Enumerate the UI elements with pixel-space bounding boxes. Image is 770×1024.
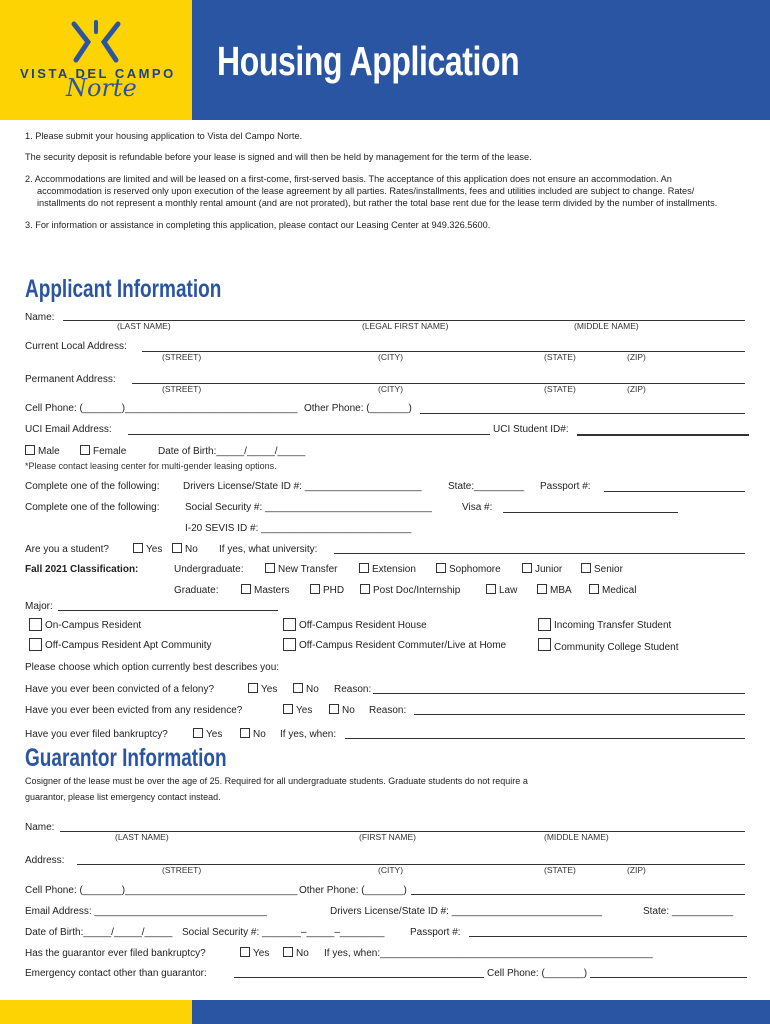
checkbox[interactable] xyxy=(581,563,591,573)
option-label: MBA xyxy=(550,585,572,596)
checkbox[interactable] xyxy=(360,584,370,594)
major-field[interactable] xyxy=(58,610,278,611)
checkbox[interactable] xyxy=(133,543,143,553)
middle-name-caption: (MIDDLE NAME) xyxy=(574,321,639,331)
bankruptcy-when-label: If yes, when: xyxy=(280,729,337,740)
footer-bar-yellow xyxy=(0,1000,192,1024)
yes-label: Yes xyxy=(253,948,270,959)
checkbox[interactable] xyxy=(359,563,369,573)
passport-field[interactable] xyxy=(604,491,745,492)
yes-label: Yes xyxy=(206,729,223,740)
evicted-yes[interactable] xyxy=(283,704,312,717)
masters-option[interactable] xyxy=(241,584,290,597)
no-label: No xyxy=(296,948,309,959)
bankruptcy-yes[interactable] xyxy=(193,728,222,741)
emergency-cell-label: Cell Phone: (_______) xyxy=(487,968,588,979)
best-describes-label: Please choose which option currently best describes you: xyxy=(25,662,280,673)
evicted-reason-field[interactable] xyxy=(414,714,745,715)
state-field[interactable]: State:_________ xyxy=(448,481,525,492)
new-transfer-option[interactable] xyxy=(265,563,337,576)
instruction-2c: installments do not represent a monthly rental amount (and are not prorated), but rather the total base rent due for the lease term divided by the number of installments. xyxy=(37,198,718,208)
off-campus-apt-checkbox[interactable] xyxy=(29,638,42,651)
permanent-address-field[interactable] xyxy=(132,383,745,384)
junior-option[interactable] xyxy=(522,563,562,576)
checkbox[interactable] xyxy=(436,563,446,573)
option-label: PHD xyxy=(323,585,345,596)
instruction-3: 3. For information or assistance in completing this application, please contact our Leasing Center at 949.326.5600. xyxy=(25,220,491,230)
visa-field[interactable] xyxy=(503,512,678,513)
graduate-label: Graduate: xyxy=(174,585,219,596)
guarantor-bankruptcy-no[interactable] xyxy=(283,947,309,960)
evicted-no[interactable] xyxy=(329,704,355,717)
guarantor-drivers-license-field[interactable]: Drivers License/State ID #: ___________________________ xyxy=(330,906,602,917)
complete-one-label-2: Complete one of the following: xyxy=(25,502,160,513)
gender-male[interactable] xyxy=(25,445,60,458)
checkbox[interactable] xyxy=(329,704,339,714)
option-label: Medical xyxy=(602,585,637,596)
logo-text: VISTA DEL CAMPO xyxy=(20,66,176,81)
gender-female[interactable] xyxy=(80,445,126,458)
checkbox[interactable] xyxy=(522,563,532,573)
no-label: No xyxy=(185,544,198,555)
applicant-heading: Applicant Information xyxy=(25,275,222,303)
uci-email-label: UCI Email Address: xyxy=(25,424,112,435)
off-campus-commuter-checkbox[interactable] xyxy=(283,638,296,651)
on-campus-label: On-Campus Resident xyxy=(45,620,142,631)
passport-label: Passport #: xyxy=(540,481,591,492)
state-caption: (STATE) xyxy=(544,865,576,875)
checkbox[interactable] xyxy=(293,683,303,693)
undergraduate-label: Undergraduate: xyxy=(174,564,244,575)
city-caption: (CITY) xyxy=(378,384,404,394)
guarantor-dob-field[interactable]: Date of Birth:_____/_____/_____ xyxy=(25,927,173,938)
are-you-student-label: Are you a student? xyxy=(25,544,109,555)
complete-one-label-1: Complete one of the following: xyxy=(25,481,160,492)
checkbox[interactable] xyxy=(537,584,547,594)
checkbox[interactable] xyxy=(486,584,496,594)
option-label: Post Doc/Internship xyxy=(373,585,461,596)
yes-label: Yes xyxy=(261,684,278,695)
footer-bar-blue xyxy=(192,1000,770,1024)
option-label: Senior xyxy=(594,564,623,575)
first-name-caption: (LEGAL FIRST NAME) xyxy=(362,321,449,331)
evicted-question: Have you ever been evicted from any residence? xyxy=(25,705,243,716)
zip-caption: (ZIP) xyxy=(627,865,646,875)
off-campus-house-label: Off-Campus Resident House xyxy=(299,620,427,631)
guarantor-other-phone-label: Other Phone: (_______) xyxy=(299,885,407,896)
guarantor-bankruptcy-when-field[interactable]: If yes, when:_________________________________________________ xyxy=(324,948,653,959)
community-college-checkbox[interactable] xyxy=(538,638,551,651)
option-label: Extension xyxy=(372,564,416,575)
extension-option[interactable] xyxy=(359,563,416,576)
middle-name-caption: (MIDDLE NAME) xyxy=(544,832,609,842)
mba-option[interactable] xyxy=(537,584,572,597)
off-campus-house-checkbox[interactable] xyxy=(283,618,296,631)
guarantor-other-phone-field[interactable] xyxy=(411,894,745,895)
instruction-1: 1. Please submit your housing application to Vista del Campo Norte. xyxy=(25,131,303,141)
student-yes[interactable] xyxy=(133,543,162,556)
instruction-2b: accommodation is reserved only upon execution of the lease agreement by all parties. Rates/installments, fees and utilities included are subject to change. Rates/ xyxy=(37,186,695,196)
emergency-contact-field[interactable] xyxy=(234,977,484,978)
fall-classification-label: Fall 2021 Classification: xyxy=(25,564,139,575)
instruction-2a: 2. Accommodations are limited and will be leased on a first-come, first-served basis. The acceptance of this application does not ensure an accommodation. An xyxy=(25,174,672,184)
student-no[interactable] xyxy=(172,543,198,556)
off-campus-apt-label: Off-Campus Resident Apt Community xyxy=(45,640,212,651)
major-label: Major: xyxy=(25,601,53,612)
checkbox[interactable] xyxy=(193,728,203,738)
uci-student-id-label: UCI Student ID#: xyxy=(493,424,569,435)
page-title: Housing Application xyxy=(217,38,520,84)
post-doc-option[interactable] xyxy=(360,584,460,597)
zip-caption: (ZIP) xyxy=(627,352,646,362)
guarantor-email-field[interactable]: Email Address: _______________________________ xyxy=(25,906,267,917)
medical-option[interactable] xyxy=(589,584,636,597)
law-option[interactable] xyxy=(486,584,517,597)
sophomore-option[interactable] xyxy=(436,563,501,576)
option-label: New Transfer xyxy=(278,564,338,575)
other-phone-field[interactable] xyxy=(420,413,745,414)
community-college-label: Community College Student xyxy=(554,642,679,653)
guarantor-state-field[interactable]: State: ___________ xyxy=(643,906,734,917)
checkbox[interactable] xyxy=(240,728,250,738)
instruction-1b: The security deposit is refundable before your lease is signed and will then be held by management for the term of the lease. xyxy=(25,152,532,162)
checkbox[interactable] xyxy=(265,563,275,573)
university-label: If yes, what university: xyxy=(219,544,318,555)
university-field[interactable] xyxy=(334,553,745,554)
logo-mark-icon xyxy=(66,20,126,66)
checkbox[interactable] xyxy=(283,704,293,714)
no-label: No xyxy=(306,684,319,695)
guarantor-ssn-field[interactable]: Social Security #: _______–_____–________ xyxy=(182,927,385,938)
checkbox[interactable] xyxy=(589,584,599,594)
checkbox[interactable] xyxy=(283,947,293,957)
current-address-field[interactable] xyxy=(142,351,745,352)
phd-option[interactable] xyxy=(310,584,344,597)
no-label: No xyxy=(253,729,266,740)
option-label: Law xyxy=(499,585,518,596)
zip-caption: (ZIP) xyxy=(627,384,646,394)
incoming-transfer-label: Incoming Transfer Student xyxy=(554,620,672,631)
bankruptcy-question: Have you ever filed bankruptcy? xyxy=(25,729,168,740)
last-name-caption: (LAST NAME) xyxy=(115,832,169,842)
street-caption: (STREET) xyxy=(162,384,202,394)
felony-reason-label: Reason: xyxy=(334,684,372,695)
guarantor-address-label: Address: xyxy=(25,855,65,866)
checkbox[interactable] xyxy=(310,584,320,594)
city-caption: (CITY) xyxy=(378,352,404,362)
other-phone-label: Other Phone: (_______) xyxy=(304,403,412,414)
felony-question: Have you ever been convicted of a felony? xyxy=(25,684,215,695)
incoming-transfer-checkbox[interactable] xyxy=(538,618,551,631)
felony-no[interactable] xyxy=(293,683,319,696)
cell-phone-field[interactable]: Cell Phone: (_______)_______________________________ xyxy=(25,403,298,414)
female-label: Female xyxy=(93,446,127,457)
permanent-address-label: Permanent Address: xyxy=(25,374,116,385)
emergency-contact-label: Emergency contact other than guarantor: xyxy=(25,968,207,979)
male-label: Male xyxy=(38,446,60,457)
guarantor-passport-label: Passport #: xyxy=(410,927,461,938)
uci-student-id-field[interactable] xyxy=(577,434,749,436)
guarantor-heading: Guarantor Information xyxy=(25,744,227,772)
emergency-cell-field[interactable] xyxy=(590,977,747,978)
checkbox[interactable] xyxy=(240,947,250,957)
i20-field[interactable]: I-20 SEVIS ID #: ___________________________ xyxy=(185,523,412,534)
visa-label: Visa #: xyxy=(462,502,493,513)
name-label: Name: xyxy=(25,312,55,323)
guarantor-name-label: Name: xyxy=(25,822,55,833)
ssn-field[interactable]: Social Security #: ______________________________ xyxy=(185,502,432,513)
bankruptcy-no[interactable] xyxy=(240,728,266,741)
female-checkbox[interactable] xyxy=(80,445,90,455)
option-label: Junior xyxy=(535,564,563,575)
first-name-caption: (FIRST NAME) xyxy=(359,832,416,842)
multi-gender-note: *Please contact leasing center for multi-gender leasing options. xyxy=(25,461,277,471)
last-name-caption: (LAST NAME) xyxy=(117,321,171,331)
checkbox[interactable] xyxy=(248,683,258,693)
felony-yes[interactable] xyxy=(248,683,277,696)
uci-email-field[interactable] xyxy=(128,434,490,435)
state-caption: (STATE) xyxy=(544,352,576,362)
street-caption: (STREET) xyxy=(162,865,202,875)
guarantor-bankruptcy-question: Has the guarantor ever filed bankruptcy? xyxy=(25,948,206,959)
guarantor-note-1: Cosigner of the lease must be over the age of 25. Required for all undergraduate students. Graduate students do not require a xyxy=(25,776,528,786)
dob-field[interactable]: Date of Birth:_____/_____/_____ xyxy=(158,446,306,457)
yes-label: Yes xyxy=(296,705,313,716)
state-caption: (STATE) xyxy=(544,384,576,394)
checkbox[interactable] xyxy=(172,543,182,553)
logo-script: Norte xyxy=(66,74,137,102)
felony-reason-field[interactable] xyxy=(373,693,745,694)
guarantor-bankruptcy-yes[interactable] xyxy=(240,947,269,960)
drivers-license-field[interactable]: Drivers License/State ID #: _____________________ xyxy=(183,481,422,492)
city-caption: (CITY) xyxy=(378,865,404,875)
option-label: Masters xyxy=(254,585,290,596)
option-label: Sophomore xyxy=(449,564,501,575)
guarantor-passport-field[interactable] xyxy=(469,936,747,937)
senior-option[interactable] xyxy=(581,563,623,576)
current-address-label: Current Local Address: xyxy=(25,341,127,352)
guarantor-cell-phone-field[interactable]: Cell Phone: (_______)_______________________________ xyxy=(25,885,298,896)
off-campus-commuter-label: Off-Campus Resident Commuter/Live at Home xyxy=(299,640,507,651)
guarantor-note-2: guarantor, please list emergency contact instead. xyxy=(25,792,221,802)
on-campus-checkbox[interactable] xyxy=(29,618,42,631)
street-caption: (STREET) xyxy=(162,352,202,362)
male-checkbox[interactable] xyxy=(25,445,35,455)
no-label: No xyxy=(342,705,355,716)
checkbox[interactable] xyxy=(241,584,251,594)
evicted-reason-label: Reason: xyxy=(369,705,407,716)
yes-label: Yes xyxy=(146,544,163,555)
bankruptcy-when-field[interactable] xyxy=(345,738,745,739)
